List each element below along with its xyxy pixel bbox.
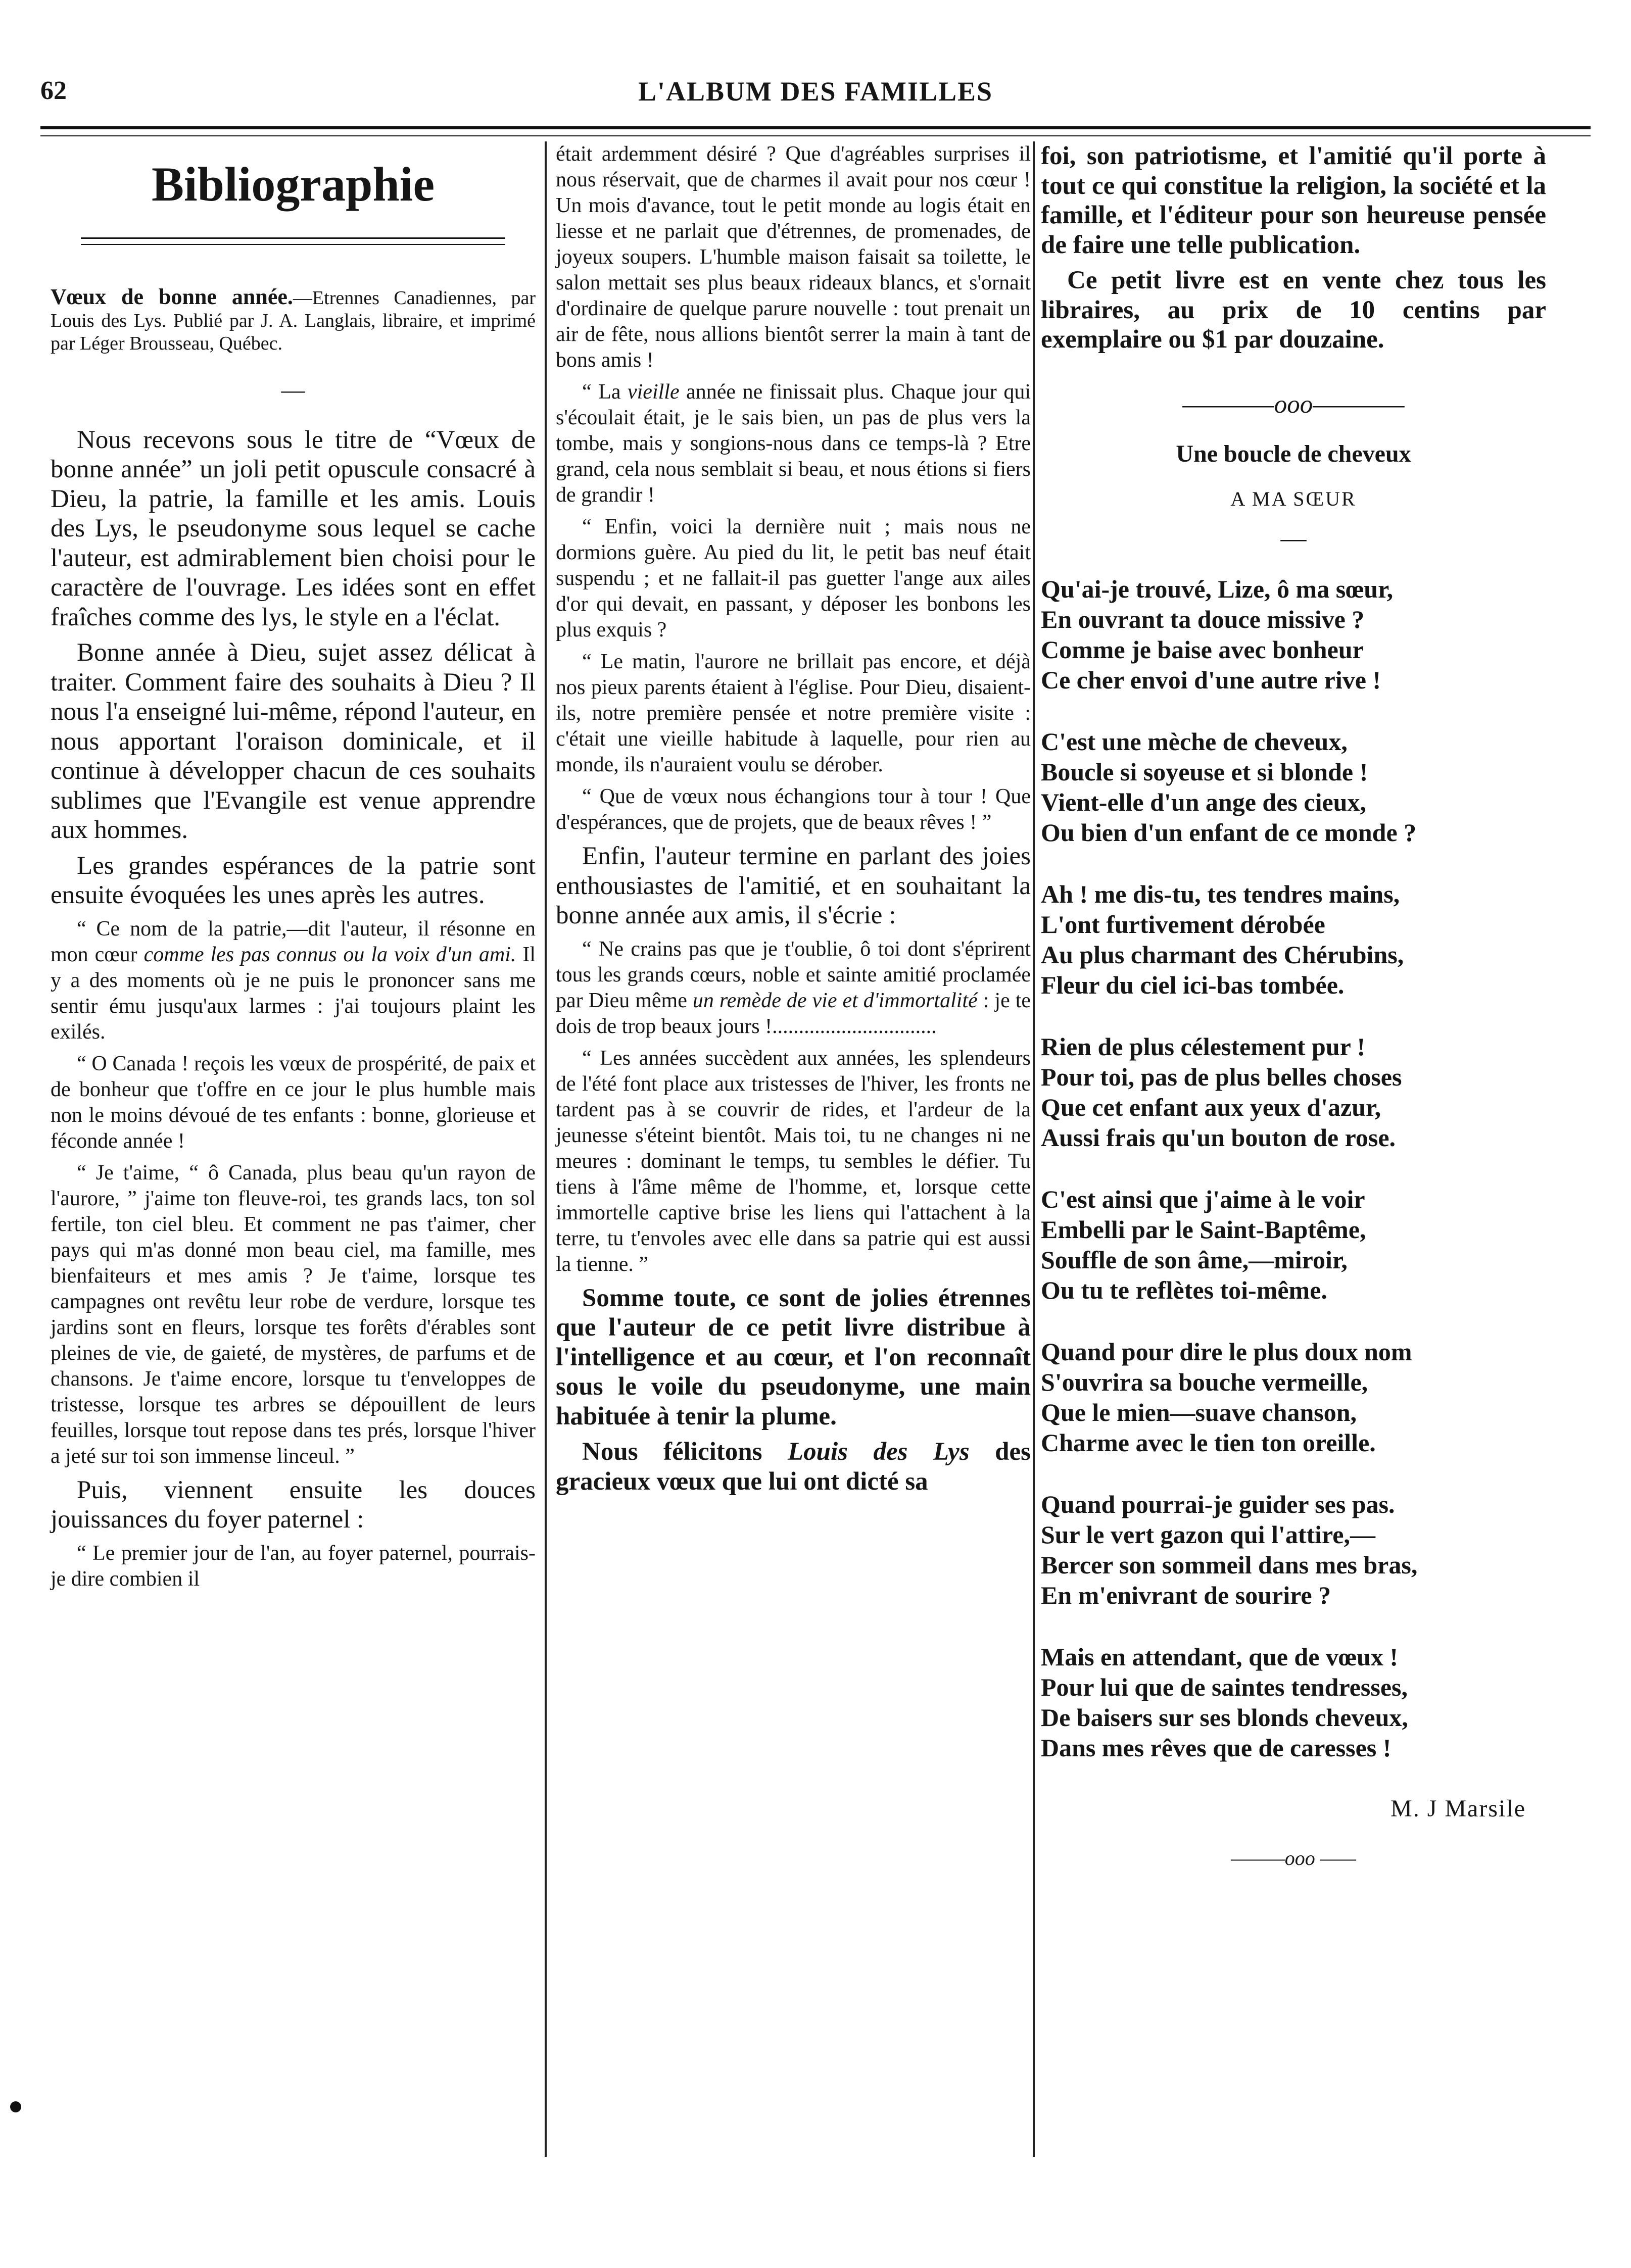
stanza (1041, 1642, 1546, 1763)
paragraph: Bonne année à Dieu, sujet assez délicat à traiter. Comment faire des souhaits à Dieu ? Il nous l'a enseigné lui-même, répond l'auteur, en nous apportant l'oraison dominicale, et il continue à développer chacun de ces souhaits sublimes que l'Evangile est venue apprendre aux hommes. (51, 638, 536, 844)
poem-line: Pour toi, pas de plus belles choses (1041, 1062, 1402, 1091)
poem-line: Ce cher envoi d'une autre rive ! (1041, 665, 1381, 694)
poem-line: Qu'ai-je trouvé, Lize, ô ma sœur, (1041, 574, 1394, 603)
poem-line: En ouvrant ta douce missive ? (1041, 605, 1365, 633)
paragraph: Ce petit livre est en vente chez tous les libraires, au prix de 10 centins par exemplaire ou $1 par douzaine. (1041, 266, 1546, 354)
stanza (1041, 1184, 1546, 1305)
paragraph: Nous recevons sous le titre de “Vœux de bonne année” un joli petit opuscule consacré à Dieu, la patrie, la famille et les amis. Louis des Lys, le pseudonyme sous lequel se cache l'auteur, est admirablement bien choisi pour le caractère de l'ouvrage. Les idées sont en effet fraîches comme des lys, le style en a l'éclat. (51, 425, 536, 631)
title-rule (81, 237, 505, 245)
poem-line: Aussi frais qu'un bouton de rose. (1041, 1123, 1396, 1152)
paragraph: Les grandes espérances de la patrie sont ensuite évoquées les unes après les autres. (51, 851, 536, 909)
stanza (1041, 726, 1546, 848)
text-run: année ne finissait plus. Chaque jour qui s'écoulait était, je le sais bien, un pas de plus vers la tombe, mais y songions-nous dans ce temps-là ? Etre grand, cela nous semblait si beau, et nous étions si fiers de grandir ! (556, 380, 1031, 507)
quote-paragraph: “ Les années succèdent aux années, les splendeurs de l'été font place aux tristesses de l'hiver, les fronts ne tardent pas à se couvrir de rides, et l'ardeur de la jeunesse s'éteint bientôt. Mais toi, tu ne changes ni ne meures : dominant le temps, tu sembles le défier. Tu tiens à l'âme même de l'homme, et, lorsque cette immortelle captive brise les liens qui l'attachent à la terre, tu t'envoles avec elle dans sa patrie qui est aussi la tienne. ” (556, 1046, 1031, 1276)
quote-paragraph: “ Le premier jour de l'an, au foyer paternel, pourrais-je dire combien il (51, 1541, 536, 1591)
poem-line: C'est une mèche de cheveux, (1041, 727, 1348, 756)
text-run: “ Ne crains pas que je t'oublie, ô toi dont s'éprirent tous les grands cœurs, noble et sainte amitié proclamée par Dieu même (556, 937, 1031, 1012)
poem-line: Bercer son sommeil dans mes bras, (1041, 1550, 1418, 1579)
poem-line: Quand pourrai-je guider ses pas. (1041, 1490, 1395, 1518)
poem-line: En m'enivrant de sourire ? (1041, 1581, 1331, 1609)
poem-line: Quand pour dire le plus doux nom (1041, 1337, 1412, 1366)
poem-line: Ah ! me dis-tu, tes tendres mains, (1041, 879, 1400, 908)
italic-run: un remède de vie et d'immortalité (692, 989, 978, 1012)
paragraph: Puis, viennent ensuite les douces jouissances du foyer paternel : (51, 1475, 536, 1534)
column-divider (1033, 141, 1035, 2157)
poem-line: Souffle de son âme,—miroir, (1041, 1245, 1348, 1274)
poem-line: Dans mes rêves que de caresses ! (1041, 1733, 1392, 1762)
end-separator: ———ooo —— (1231, 1847, 1356, 1869)
text-run: : je te dois de trop beaux jours !............................... (556, 989, 1031, 1038)
poem-title: Une boucle de cheveux (1176, 440, 1411, 467)
quote-paragraph: “ O Canada ! reçois les vœux de prospérité, de paix et de bonheur que t'offre en ce jour le plus humble mais non le moins dévoué de tes enfants : bonne, glorieuse et féconde année ! (51, 1052, 536, 1153)
quote-paragraph: “ Je t'aime, “ ô Canada, plus beau qu'un rayon de l'aurore, ” j'aime ton fleuve-roi, tes grands lacs, ton sol fertile, ton ciel bleu. Et comment ne pas t'aimer, cher pays qui m'as donné mon beau ciel, ma famille, mes bienfaiteurs et mes amis ? Je t'aime, lorsque tes campagnes ont revêtu leur robe de verdure, lorsque tes jardins sont en fleurs, lorsque tes forêts d'érables sont pleines de vie, de gaieté, de mystères, de parfums et de chansons. Je t'aime encore, lorsque tu t'enveloppes de tristesse, lorsque tes arbres se dépouillent de leurs feuilles, lorsque tout repose dans tes prés, lorsque l'hiver a jeté sur toi son immense linceul. ” (51, 1161, 536, 1468)
poem-line: Rien de plus célestement pur ! (1041, 1032, 1366, 1061)
poem-line: Ou bien d'un enfant de ce monde ? (1041, 818, 1417, 847)
ink-dot (10, 2101, 21, 2112)
paragraph: foi, son patriotisme, et l'amitié qu'il porte à tout ce qui constitue la religion, la société et la famille, et l'éditeur pour son heureuse pensée de faire une telle publication. (1041, 142, 1546, 259)
poem-line: De baisers sur ses blonds cheveux, (1041, 1703, 1408, 1732)
quote-paragraph: “ Enfin, voici la dernière nuit ; mais nous ne dormions guère. Au pied du lit, le petit bas neuf était suspendu ; et ne fallait-il pas guetter l'ange aux ailes d'or qui devait, en passant, y déposer les bonbons les plus exquis ? (556, 515, 1031, 642)
poem-dedication: A MA SŒUR (1230, 487, 1357, 510)
poem-line: Que le mien—suave chanson, (1041, 1398, 1357, 1426)
text-run: “ Ce nom de la patrie,—dit l'auteur, il résonne en mon cœur (51, 917, 536, 966)
stanza (1041, 1489, 1546, 1610)
paragraph: Somme toute, ce sont de jolies étrennes que l'auteur de ce petit livre distribue à l'intelligence et au cœur, et l'on reconnaît sous le voile du pseudonyme, une main habituée à tenir la plume. (556, 1284, 1031, 1431)
stanza (1041, 1031, 1546, 1153)
paragraph: Enfin, l'auteur termine en parlant des joies enthousiastes de l'amitié, et en souhaitant la bonne année aux amis, il s'écrie : (556, 842, 1031, 929)
dash-separator: — (281, 377, 305, 403)
poem-line: C'est ainsi que j'aime à le voir (1041, 1185, 1365, 1213)
poem-line: L'ont furtivement dérobée (1041, 910, 1325, 939)
poem-line: Charme avec le tien ton oreille. (1041, 1428, 1376, 1457)
poem (1041, 574, 1546, 1763)
poem-dash: — (1280, 524, 1307, 553)
poem-line: Embelli par le Saint-Baptême, (1041, 1215, 1366, 1244)
book-details: —Etrennes Canadiennes, par Louis des Lys. Publié par J. A. Langlais, libraire, et imprimé par Léger Brousseau, Québec. (51, 287, 536, 354)
quote-paragraph (51, 916, 536, 1045)
running-title: L'ALBUM DES FAMILLES (638, 76, 993, 107)
text-run: Nous félicitons (582, 1438, 788, 1466)
text-run: des gracieux vœux que lui ont dicté sa (556, 1438, 1031, 1496)
quote-paragraph: “ Le matin, l'aurore ne brillait pas encore, et déjà nos pieux parents étaient à l'église. Pour Dieu, disaient-ils, notre première pensée et notre première visite : c'était une vieille habitude à laquelle, pour rien au monde, ils n'auraient voulu se dérober. (556, 650, 1031, 776)
quote-paragraph (556, 379, 1031, 508)
poem-line: Mais en attendant, que de vœux ! (1041, 1642, 1398, 1671)
quote-paragraph: “ Que de vœux nous échangions tour à tour ! Que d'espérances, que de projets, que de beaux rêves ! ” (556, 785, 1031, 834)
italic-run: vieille (628, 380, 680, 404)
column-2 (556, 141, 1031, 1502)
stanza (1041, 1337, 1546, 1458)
poem-line: Au plus charmant des Chérubins, (1041, 940, 1404, 969)
book-title: Vœux de bonne année. (51, 284, 293, 309)
poem-line: Pour lui que de saintes tendresses, (1041, 1672, 1408, 1701)
column-1 (51, 141, 536, 1598)
page-header (40, 76, 1591, 121)
column-divider (545, 141, 547, 2157)
poem-line: S'ouvrira sa bouche vermeille, (1041, 1367, 1368, 1396)
poem-line: Sur le vert gazon qui l'attire,— (1041, 1520, 1375, 1549)
quote-paragraph: était ardemment désiré ? Que d'agréables surprises il nous réservait, que de charmes il avait pour nos cœur ! Un mois d'avance, tout le petit monde au logis était en liesse et ne parlait que d'étrennes, de promenades, de joyeux soupers. L'humble maison faisait sa toilette, le salon mettait ses plus beaux rideaux blancs, et s'ornait d'ordinaire de quelque parure nouvelle : tout prenait un air de fête, nous allions bientôt serrer la main à tant de bons amis ! (556, 142, 1031, 372)
poem-line: Vient-elle d'un ange des cieux, (1041, 787, 1366, 816)
section-title: Bibliographie (151, 157, 435, 211)
book-reference (51, 285, 536, 355)
poem-line: Que cet enfant aux yeux d'azur, (1041, 1093, 1381, 1121)
header-rule (40, 126, 1591, 136)
text-run: “ La (582, 380, 628, 404)
paragraph (556, 1437, 1031, 1496)
separator: ————ooo———— (1182, 390, 1405, 419)
poem-line: Boucle si soyeuse et si blonde ! (1041, 757, 1368, 786)
poem-line: Comme je baise avec bonheur (1041, 635, 1364, 664)
poem-line: Ou tu te reflètes toi-même. (1041, 1275, 1327, 1304)
quote-paragraph (556, 936, 1031, 1040)
poem-line: Fleur du ciel ici-bas tombée. (1041, 970, 1345, 999)
text-run: Il y a des moments où je ne puis le prononcer sans me sentir ému jusqu'aux larmes : j'ai toujours plaint les exilés. (51, 943, 536, 1044)
stanza (1041, 879, 1546, 1000)
signature: M. J Marsile (1390, 1795, 1526, 1822)
page-number: 62 (40, 76, 67, 105)
italic-run: comme les pas connus ou la voix d'un ami. (143, 943, 516, 966)
column-3 (1041, 141, 1546, 1873)
stanza (1041, 574, 1546, 695)
italic-run: Louis des Lys (787, 1438, 970, 1466)
